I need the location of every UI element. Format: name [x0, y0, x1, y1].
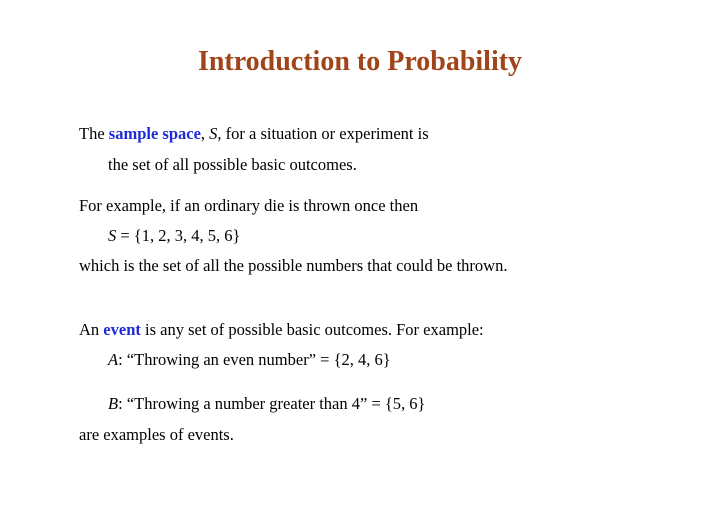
sample-space-definition-cont: the set of all possible basic outcomes.: [108, 155, 357, 174]
event-a: [108, 350, 391, 370]
text: ,: [200, 124, 210, 143]
text: is any set of possible basic outcomes. For example:: [140, 320, 484, 339]
symbol-a: A: [108, 350, 119, 369]
slide-title: Introduction to Probability: [197, 46, 523, 77]
event-a-text: : “Throwing an even number” = {2, 4, 6}: [118, 350, 391, 369]
symbol-s: S: [209, 124, 218, 143]
die-sample-space: [108, 226, 240, 246]
sample-space-definition: [79, 124, 429, 144]
term-sample-space: sample space: [108, 124, 201, 143]
symbol-s: S: [108, 226, 117, 245]
die-example-explanation: which is the set of all the possible numbers that could be thrown.: [79, 256, 508, 275]
term-event: event: [103, 320, 141, 339]
event-b: [108, 394, 425, 414]
set-value: = {1, 2, 3, 4, 5, 6}: [116, 226, 241, 245]
symbol-b: B: [108, 394, 119, 413]
text: , for a situation or experiment is: [217, 124, 429, 143]
text: The: [79, 124, 109, 143]
event-closing: are examples of events.: [79, 425, 234, 444]
event-b-text: : “Throwing a number greater than 4” = {5, 6}: [118, 394, 426, 413]
text: An: [79, 320, 104, 339]
die-example-intro: For example, if an ordinary die is thrown once then: [79, 196, 419, 215]
event-definition: [79, 320, 484, 340]
